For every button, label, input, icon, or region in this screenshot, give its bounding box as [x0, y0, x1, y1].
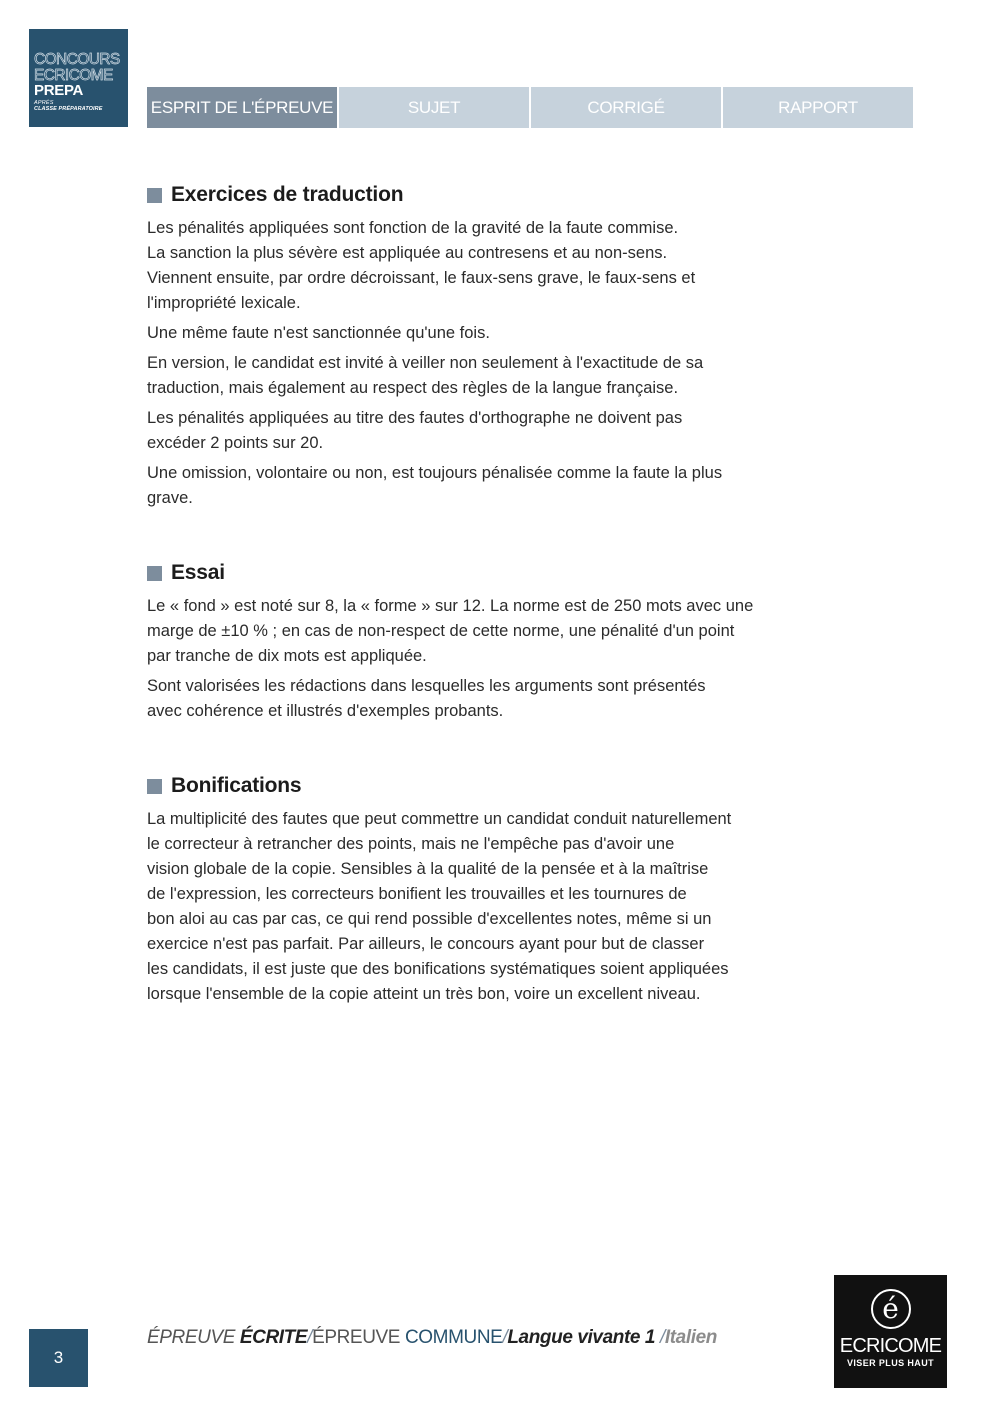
section-heading [147, 771, 837, 801]
logo-line-classe: CLASSE PRÉPARATOIRE [34, 105, 103, 112]
footer-italien: Italien [664, 1327, 717, 1348]
paragraph: Les pénalités appliquées sont fonction de la gravité de la faute commise. La sanction la plus sévère est appliquée au contresens et au non-sens. Viennent ensuite, par ordre décroissant, le faux-sens grave, le faux-sens et l'impropriété lexicale. [147, 219, 696, 312]
section-title: Essai [171, 561, 225, 584]
footer-breadcrumb [147, 1327, 717, 1349]
logo-line-apres: APRÈS [34, 100, 54, 106]
section-exercices-traduction [147, 180, 837, 511]
footer-epreuve: ÉPREUVE [147, 1327, 240, 1348]
footer-separator: / [307, 1327, 313, 1348]
tab-rapport[interactable]: RAPPORT [723, 87, 913, 128]
brand-name: ECRICOME [839, 1335, 942, 1357]
logo-line-prepa: PREPA [34, 82, 84, 99]
logo-line-concours: CONCOURS [34, 51, 120, 68]
tab-esprit-epreuve[interactable]: ESPRIT DE L'ÉPREUVE [147, 87, 337, 128]
footer-epreuve-2: ÉPREUVE [312, 1327, 405, 1348]
paragraph: En version, le candidat est invité à veiller non seulement à l'exactitude de sa traduction, mais également au respect des règles de la langue française. [147, 354, 704, 397]
logo-line-ecricome: ECRICOME [34, 66, 113, 84]
footer-separator: / [502, 1327, 508, 1348]
section-heading [147, 558, 837, 588]
ecricome-brand-logo [834, 1275, 947, 1388]
square-bullet-icon [147, 188, 162, 203]
paragraph: Le « fond » est noté sur 8, la « forme » sur 12. La norme est de 250 mots avec une marge de ±10 % ; en cas de non-respect de cette norme, une pénalité d'un point par tranche de dix mots est appliquée. [147, 597, 754, 665]
section-title: Exercices de traduction [171, 183, 404, 206]
paragraph: La multiplicité des fautes que peut commettre un candidat conduit naturellement le correcteur à retrancher des points, mais ne l'empêche pas d'avoir une vision globale de la copie. Sensibles à la qualité de la pensée et à la maîtrise de l'expression, les correcteurs bonifient les trouvailles et les tournures de bon aloi au cas par cas, ce qui rend possible d'excellentes notes, même si un exercice n'est pas parfait. Par ailleurs, le concours ayant pour but de classer les candidats, il est juste que des bonifications systématiques soient appliquées lorsque l'ensemble de la copie atteint un très bon, voire un excellent niveau. [147, 810, 732, 1003]
section-tabs [147, 87, 913, 128]
main-content [147, 180, 837, 1054]
ecricome-e-icon: é [871, 1289, 911, 1329]
footer-separator: / [659, 1327, 665, 1348]
page-number: 3 [29, 1329, 88, 1387]
footer-ecrite: ÉCRITE [239, 1327, 308, 1348]
square-bullet-icon [147, 779, 162, 794]
footer-commune: COMMUNE [404, 1327, 503, 1348]
concours-ecricome-logo [29, 29, 128, 127]
footer-langue-vivante: Langue vivante 1 [507, 1327, 660, 1348]
brand-tagline: VISER PLUS HAUT [846, 1358, 934, 1368]
paragraph: Sont valorisées les rédactions dans lesquelles les arguments sont présentés avec cohérence et illustrés d'exemples probants. [147, 677, 706, 720]
section-bonifications [147, 771, 837, 1007]
section-title: Bonifications [171, 774, 302, 797]
tab-sujet[interactable]: SUJET [339, 87, 529, 128]
paragraph: Une même faute n'est sanctionnée qu'une fois. [147, 324, 490, 342]
square-bullet-icon [147, 566, 162, 581]
tab-corrige[interactable]: CORRIGÉ [531, 87, 721, 128]
section-essai [147, 558, 837, 724]
paragraph: Les pénalités appliquées au titre des fautes d'orthographe ne doivent pas excéder 2 points sur 20. [147, 409, 683, 452]
paragraph: Une omission, volontaire ou non, est toujours pénalisée comme la faute la plus grave. [147, 464, 723, 507]
section-heading [147, 180, 837, 210]
